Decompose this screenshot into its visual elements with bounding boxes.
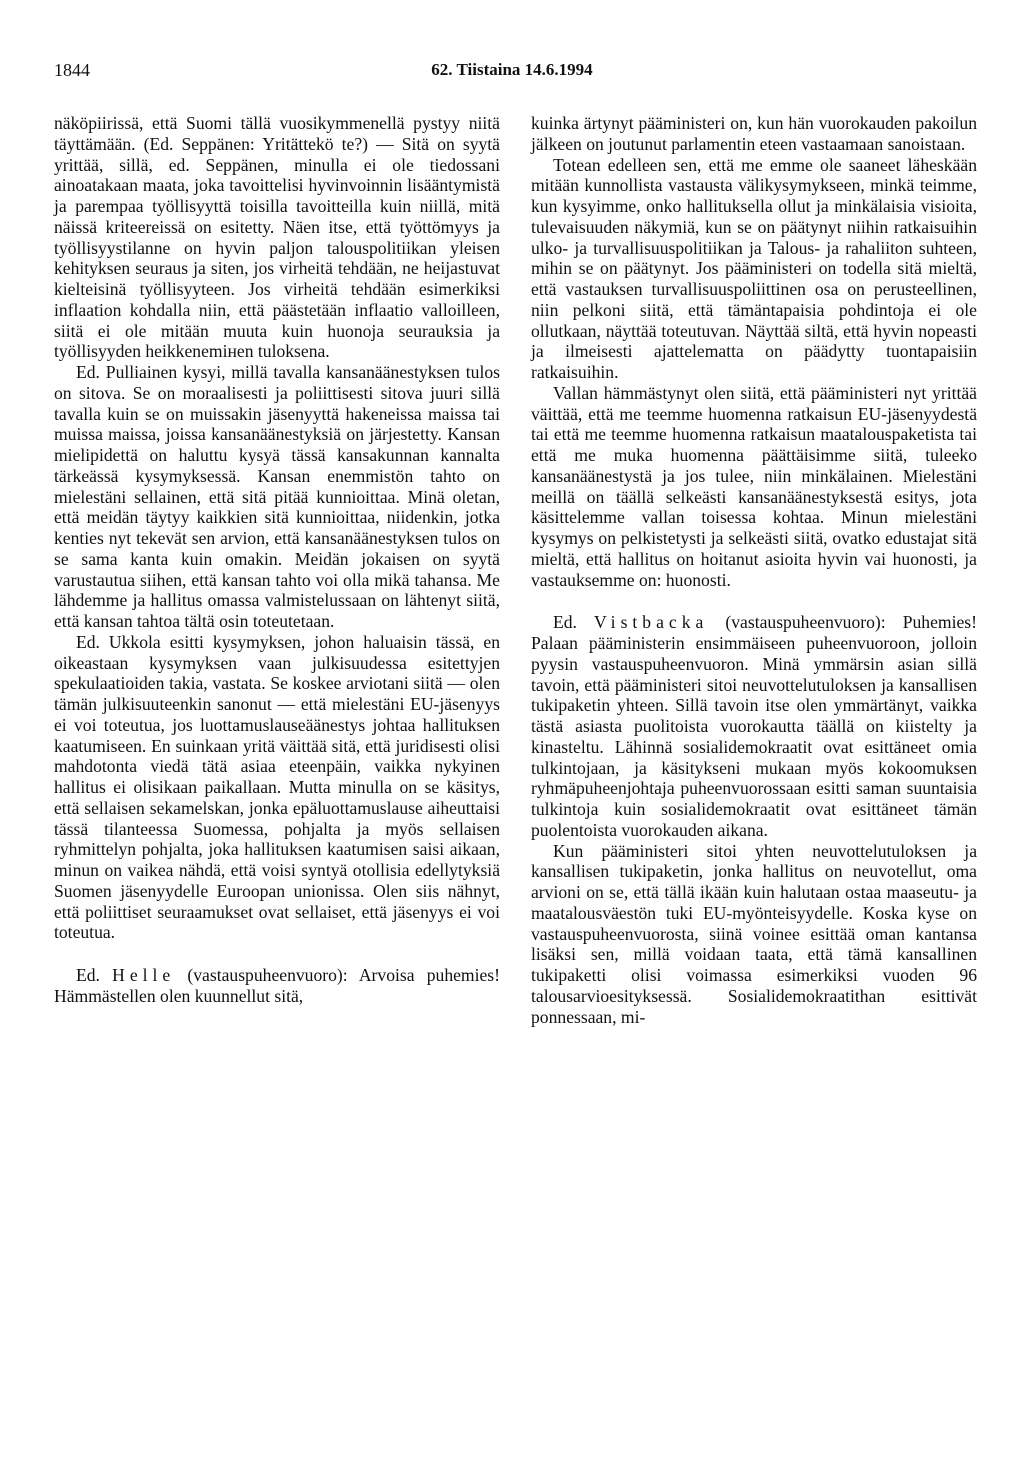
paragraph: Ed. Ukkola esitti kysymyksen, johon haluaisin tässä, en oikeastaan kysymyksen vaan julkisuudessa esitettyjen spekulaatioiden takia, vastata. Se koskee arviotani siitä — olen tämän julkisuuteenkin sanonut — että mielestäni EU-jäsenyys ei voi toteutua, jos luottamuslauseäänestys johtaa hallituksen kaatumiseen. En suinkaan yritä väittää sitä, että juridisesti olisi mahdotonta viedä tätä asiaa eteenpäin, vaikka nykyinen hallitus ei olisikaan paikallaan. Mutta minulla on se käsitys, että sellaisen sekamelskan, jonka epäluottamuslause aiheuttaisi tässä tilanteessa Suomessa, pohjalta ja myös sellaisen ryhmittelyn pohjalta, joka hallituksen kaatumisen saisi aikaan, minun on vaikea nähdä, että voisi syntyä otollisia edellytyksiä Suomen jäsenyydelle Euroopan unionissa. Olen siis nähnyt, että poliittiset seuraamukset ovat sellaiset, että jäsenyys ei voi toteutua. [54,631,500,943]
speaker-prefix: Ed. [553,612,595,633]
right-column [531,113,977,1027]
speech-text: (vastauspuheenvuoro): Puhemies! Palaan pääministerin ensimmäiseen puheenvuoroon, jolloin pyysin vastauspuheenvuoron. Minä ymmärsin asian sillä tavoin, että pääministeri sitoi neuvottelutuloksen ja kansallisen tukipaketin yhteen. Sillä tavoin itse olen ymmärtänyt, vaikka tästä asiasta puolitoista vuorokautta täällä on kiistelty ja kinasteltu. Lähinnä sosialidemokraatit ovat esittäneet omia tulkintojaan, ja käsitykseni mukaan myös kokoomuksen ryhmäpuheenjohtaja puheenvuorossaan esitti saman suuntaisia tulkintoja kuin sosialidemokraatit ovat esittäneet tämän puolentoista vuorokauden aikana. [531,612,978,840]
speech-text: (vastauspuheenvuoro): Arvoisa puhemies! Hämmästellen olen kuunnellut sitä, [54,965,501,1006]
paragraph: Ed. Pulliainen kysyi, millä tavalla kansanäänestyksen tulos on sitova. Se on moraalisesti ja poliittisesti sitova juuri sillä tavalla kuin se on muissakin jäsenyyttä hakeneissa maissa tai muissa maissa, joissa kansanäänestyksiä on järjestetty. Kansan mielipidettä on haluttu kysyä tässä kansakunnan kannalta tärkeässä kysymyksessä. Kansan enemmistön tahto on mielestäni sellainen, että sitä pitää kunnioittaa. Minä oletan, että meidän täytyy kaikkien sitä kunnioittaa, niidenkin, jotka kenties nyt tekevät sen arvion, että kansanäänestyksen tulos on se sama kanta kuin omakin. Meidän jokaisen on syytä varustautua siihen, että kansan tahto voi olla mikä tahansa. Me lähdemme ja hallitus omassa valmistelussaan on lähtenyt siitä, että kansan tahtoa tältä osin toteutetaan. [54,362,500,631]
speaker-prefix: Ed. [76,965,113,985]
page-number: 1844 [54,60,90,80]
paragraph: kuinka ärtynyt pääministeri on, kun hän vuorokauden pakoilun jälkeen on joutunut parlamentin eteen vastaamaan sanoistaan. [531,113,977,154]
speaker-name: Helle [112,965,176,985]
speaker-paragraph [54,965,500,1007]
speaker-paragraph [531,612,977,840]
speaker-name: Vistbacka [594,612,709,633]
paragraph: Vallan hämmästynyt olen siitä, että pääministeri nyt yrittää väittää, että me teemme huomenna ratkaisun EU-jäsenyydestä tai että me teemme huomenna ratkaisun maatalouspaketista tai että me muka huomenna päättäisimme siitä, tuleeko kansanäänestystä ja jos tulee, niin minkälainen. Mielestäni meillä on täällä selkeästi kansanäänestyksestä esitys, jota käsittelemme vallan toisessa kohtaa. Minun mielestäni kysymys on pelkistetysti ja selkeästi siitä, ovatko edustajat sitä mieltä, että hallitus on hoitanut asioita hyvin vai huonosti, ja vastauksemme on: huonosti. [531,382,977,590]
page-header [0,60,1024,90]
left-column [54,113,500,1007]
paragraph: näköpiirissä, että Suomi tällä vuosikymmenellä pystyy niitä täyttämään. (Ed. Seppänen: Yritättekö te?) — Sitä on syytä yrittää, sillä, ed. Seppänen, minulla ei ole tiedossani ainoatakaan maata, joka tavoittelisi hyvinvoinnin lisääntymistä ja parempaa työllisyyttä toisilla tavoitteilla kuin niillä, mitä näissä kriteereissä on esitetty. Näen itse, että työttömyys ja työllisyystilanne on hyvin paljon talouspolitiikan yleisen kehityksen seuraus ja siten, jos virheitä tehdään, ne heijastuvat kielteisinä työllisyyteen. Jos virheitä tehdään esimerkiksi inflaation kohdalla niin, että päästetään inflaatio valloilleen, siitä ei ole mitään muuta kuin huonoja seurauksia ja työllisyyden heikkenemінen tuloksena. [54,113,500,362]
paragraph: Kun pääministeri sitoi yhten neuvottelutuloksen ja kansallisen tukipaketin, jonka hallitus on neuvotellut, oma arvioni on se, että tällä ikään kuin halutaan ostaa maaseutu- ja maatalousväestön tuki EU-myönteisyydelle. Koska kyse on vastauspuheenvuorosta, siinä voinee esittää oman kantansa lisäksi sen, millä voidaan taata, että tämä kansallinen tukipaketti olisi voimassa esimerkiksi vuoden 96 talousarvioesityksessä. Sosialidemokraatithan esittivät ponnessaan, mi- [531,840,977,1027]
session-date: 62. Tiistaina 14.6.1994 [431,60,593,79]
paragraph: Totean edelleen sen, että me emme ole saaneet läheskään mitään kunnollista vastausta välikysymykseen, minkä teimme, kun kysyimme, onko hallituksella ollut ja minkälaisia visioita, tulevaisuuden näkymiä, kun se on päätynyt niihin ratkaisuihin ulko- ja turvallisuuspolitiikan ja Talous- ja rahaliiton suhteen, mihin se on päätynyt. Jos pääministeri on todella sitä mieltä, että vastauksen turvallisuuspoliittinen osa on perusteellinen, niin pelkoni siitä, että tämäntapaisia pohdintoja ei ole ollutkaan, näyttää toteutuvan. Näyttää siltä, että hyvin nopeasti ja ilmeisesti ajattelematta on päädytty tuontapaisiin ratkaisuihin. [531,154,977,382]
